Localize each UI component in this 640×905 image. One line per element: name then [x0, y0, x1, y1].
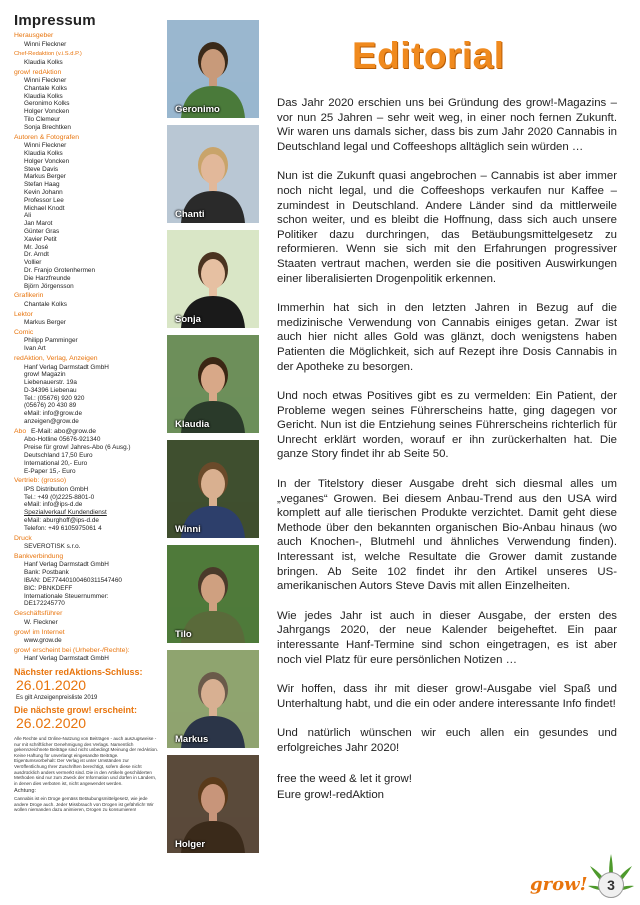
impressum-heading: Lektor	[14, 310, 33, 318]
impressum-item: Markus Berger	[24, 173, 66, 181]
editorial-paragraph: Das Jahr 2020 erschien uns bei Gründung des grow!-Magazins – vor nun 25 Jahren – sehr weit weg, in einer noch fernen Zukunft. Wir waren uns damals sicher, dass bis zum Jahr 2020 Cannabis in Deutschland legal und Coffeeshops alltäglich sein würden …	[277, 97, 617, 153]
impressum-item: eMail: info@grow.de	[24, 410, 82, 418]
impressum-item: grow! Magazin	[24, 371, 66, 379]
team-photo	[167, 545, 259, 643]
editorial-paragraph: Und noch etwas Positives gibt es zu vermelden: Ein Patient, der Probleme wegen seines Führerscheins hatte, ging dagegen vor Gericht. Nun ist die Entziehung seines Führerscheins richterlich für Unrecht erklärt worden, worauf er ihn zurückerhalten hat. Die ganze Story findet ihr ab Seite 50.	[277, 390, 617, 461]
impressum-item: Ivan Art	[24, 345, 46, 353]
impressum-heading: grow! erscheint bei (Urheber-/Rechte):	[14, 646, 130, 654]
editorial-closing	[277, 771, 617, 803]
team-photo	[167, 755, 259, 853]
abo-email-row	[14, 428, 160, 437]
impressum-item: Holger Voncken	[24, 157, 70, 165]
team-photo	[167, 230, 259, 328]
impressum-heading: Chef-Redaktion (v.i.S.d.P.)	[14, 51, 82, 58]
impressum-item: Tel.: +49 (0)2225-8801-0	[24, 493, 95, 501]
impressum-item: E-Paper 15,- Euro	[24, 467, 76, 475]
next-issue-label: Die nächste grow! erscheint:	[14, 705, 138, 716]
impressum-item: Steve Davis	[24, 165, 59, 173]
impressum-item: Abo-Hotline 05676-921340	[24, 436, 101, 444]
impressum-item: Sonja Brechtken	[24, 123, 71, 131]
impressum-item: Deutschland 17,50 Euro	[24, 451, 93, 459]
abo-email: E-Mail: abo@grow.de	[31, 427, 97, 435]
impressum-item: Die Harzfreunde	[24, 274, 71, 282]
impressum-item: Klaudia Kolks	[24, 58, 63, 66]
editorial-paragraph: Nun ist die Zukunft quasi angebrochen – Cannabis ist aber immer noch nicht legal, und die Coffeeshops verkaufen nur Kaffee – zumindest in Deutschland. Andere Länder sind da mittlerweile schon weiter, und es bleibt die Hoffnung, dass sich auch unsere Politiker dazu durchringen, das Betäubungsmittelgesetz zu reformieren. Wenn sie sich mit den Erfahrungen progressiver Staaten vertraut machen, werden sie die positiven Auswirkungen einer liberalisierten Drogenpolitik erkennen.	[277, 170, 617, 285]
impressum-item: SEVEROTISK s.r.o.	[24, 543, 81, 551]
impressum-item: Ali	[24, 212, 32, 220]
grow-logo: grow!	[530, 874, 588, 895]
photo-name-label: Winni	[175, 524, 201, 535]
impressum-heading: Vertrieb: (grosso)	[14, 477, 67, 485]
impressum-item: Liebenauerstr. 19a	[24, 379, 77, 387]
impressum-item: eMail: info@ips-d.de	[24, 501, 83, 509]
impressum-item: Spezialverkauf Kundendienst	[24, 509, 107, 517]
photo-name-label: Markus	[175, 734, 209, 745]
impressum-item: Jan Marot	[24, 220, 53, 228]
impressum-item: Stefan Haag	[24, 181, 60, 189]
impressum-item: Hanf Verlag Darmstadt GmbH	[24, 363, 109, 371]
impressum-blocks	[14, 32, 160, 663]
impressum-item: www.grow.de	[24, 637, 62, 645]
impressum-item: Dr. Arndt	[24, 251, 49, 259]
impressum-item: IPS Distribution GmbH	[24, 485, 89, 493]
impressum-heading: Geschäftsführer	[14, 610, 63, 618]
impressum-item: Philipp Pamminger	[24, 337, 78, 345]
photo-name-label: Sonja	[175, 314, 201, 325]
impressum-item: International 20,- Euro	[24, 459, 88, 467]
page-number: 3	[598, 872, 624, 898]
closing-slogan: free the weed & let it grow!	[277, 772, 412, 785]
impressum-heading: Grafikerin	[14, 292, 44, 300]
deadline-date: 26.01.2020	[16, 677, 87, 694]
impressum-item: (05676) 20 430 89	[24, 402, 77, 410]
impressum-item: DE172245770	[24, 600, 65, 608]
impressum-item: D-34396 Liebenau	[24, 386, 77, 394]
impressum-heading: redAktion, Verlag, Anzeigen	[14, 355, 98, 362]
fine-print: Alle Rechte und Online-Nutzung von Beiträgen - auch auszugsweise - nur mit schriftlicher Genehmigung des Verlags. Namentlich gekennzeichnete Beiträge sind nicht unbedingt Meinung der redAktion. Keine Haftung für unverlangt eingesandte Beiträge. Eigentumsvorbehalt: Der Verlag ist unter Umständen zur Veröffentlichung Ihrer Zuschriften berechtigt, sofern diese nicht ausdrücklich anders vermerkt sind. Die in den Artikeln geschilderten Methoden sind nur zum Zweck der Information und dürfen in Ländern, in denen dies verboten ist, nicht angewendet werden.	[14, 736, 159, 786]
impressum-item: Michael Knodt	[24, 204, 65, 212]
photo-name-label: Geronimo	[175, 104, 220, 115]
closing-signature: Eure grow!-redAktion	[277, 788, 384, 801]
impressum-item: Klaudia Kolks	[24, 149, 63, 157]
team-photo	[167, 335, 259, 433]
editorial-paragraph: Wir hoffen, dass ihr mit dieser grow!-Ausgabe viel Spaß und Unterhaltung habt, und die ein oder andere interessante Info findet!	[277, 683, 617, 710]
impressum-item: Chantale Kolks	[24, 84, 67, 92]
editorial-body	[277, 96, 617, 803]
impressum-item: Preise für grow! Jahres-Abo (6 Ausg.)	[24, 444, 131, 452]
impressum-item: Mr. José	[24, 243, 49, 251]
impressum-item: eMail: aburghoff@ips-d.de	[24, 517, 99, 525]
impressum-heading: grow! im Internet	[14, 628, 65, 636]
impressum-heading: Herausgeber	[14, 32, 54, 39]
impressum-item: anzeigen@grow.de	[24, 418, 79, 426]
photo-name-label: Holger	[175, 839, 206, 850]
impressum-item: Bank: Postbank	[24, 569, 69, 577]
impressum-item: Winni Fleckner	[24, 40, 67, 48]
impressum-item: Kevin Johann	[24, 188, 63, 196]
achtung-text: Cannabis ist ein Droge gemäss Betäubungsmittelgesetz, wie jede andere Droge auch. Jeder Missbrauch von Drogen ist gefährlich! Wir wollen niemanden dazu animieren, Drogen zu konsumieren!	[14, 796, 154, 813]
impressum-item: IBAN: DE77440100460311547460	[24, 577, 122, 585]
impressum-item: Günter Gras	[24, 227, 60, 235]
deadline-note: Es gilt Anzeigenpreisliste 2019	[16, 695, 98, 702]
impressum-title: Impressum	[14, 12, 96, 29]
impressum-item: Tel.: (05676) 920 920	[24, 394, 85, 402]
impressum-item: W. Fleckner	[24, 618, 58, 626]
impressum-item: Winni Fleckner	[24, 142, 67, 150]
editorial-paragraph: In der Titelstory dieser Ausgabe dreht sich diesmal alles um „veganes“ Growen. Bei diesem Anbau-Trend aus den USA wird komplett auf alle tierischen Produkte verzichtet. Damit geht diese Methode über den bekannten organischen Bio-Anbau hinaus (wo auch Knochen-, Blutmehl und ähnliches Verwendung finden). Interessant ist, welche Resultate die Grower damit zustande bringen. Ab Seite 102 findet ihr den Artikel unseres US-amerikanischen Autors Steve Davis mit allen Einzelheiten.	[277, 478, 617, 593]
impressum-heading: Abo	[14, 427, 27, 435]
team-photo	[167, 125, 259, 223]
deadline-label: Nächster redAktions-Schluss:	[14, 667, 143, 678]
impressum-item: Chantale Kolks	[24, 300, 67, 308]
impressum-heading: grow! redAktion	[14, 68, 62, 76]
impressum-column	[14, 12, 160, 813]
photo-name-label: Tilo	[175, 629, 192, 640]
impressum-item: Tilo Clemeur	[24, 116, 60, 124]
team-photo	[167, 440, 259, 538]
impressum-item: Björn Jörgensson	[24, 282, 74, 290]
editorial-paragraph: Immerhin hat sich in den letzten Jahren in Bezug auf die medizinische Verwendung von Cannabis einiges getan. Zwar ist auch hier nicht alles Gold was glänzt, doch wenigstens haben Patienten die Möglichkeit, sich auf Rezept ihre Dosis Cannabis in der Apotheke zu besorgen.	[277, 302, 617, 373]
impressum-item: Telefon: +49 6105975061 4	[24, 524, 102, 532]
achtung-label: Achtung:	[14, 788, 37, 795]
photo-name-label: Klaudia	[175, 419, 210, 430]
impressum-item: Hanf Verlag Darmstadt GmbH	[24, 655, 109, 663]
page-title: Editorial	[352, 35, 505, 76]
impressum-item: Geronimo Kolks	[24, 100, 70, 108]
impressum-item: Vollier	[24, 259, 42, 267]
team-photo	[167, 20, 259, 118]
team-photos	[167, 20, 259, 860]
impressum-item: Internationale Steuernummer:	[24, 592, 109, 600]
impressum-item: Winni Fleckner	[24, 77, 67, 85]
impressum-item: Markus Berger	[24, 319, 66, 327]
team-photo	[167, 650, 259, 748]
impressum-item: BIC: PBNKDEFF	[24, 584, 73, 592]
impressum-item: Xavier Petit	[24, 235, 57, 243]
impressum-item: Hanf Verlag Darmstadt GmbH	[24, 561, 109, 569]
impressum-heading: Bankverbindung	[14, 552, 64, 560]
editorial-paragraph: Wie jedes Jahr ist auch in dieser Ausgabe, der ersten des Jahrgangs 2020, der neue Kalender beigeheftet. Ein paar interessante Hanf-Termine sind schon eingetragen, es ist aber noch viel Platz für eure persönlichen Notizen …	[277, 609, 617, 666]
impressum-heading: Autoren & Fotografen	[14, 133, 79, 141]
photo-name-label: Chanti	[175, 209, 205, 220]
editorial-paragraph: Und natürlich wünschen wir euch allen ein gesundes und erfolgreiches Jahr 2020!	[277, 727, 617, 754]
impressum-item: Holger Voncken	[24, 108, 70, 116]
impressum-item: Dr. Franjo Grotenhermen	[24, 266, 96, 274]
next-issue-date: 26.02.2020	[16, 715, 87, 732]
impressum-heading: Comic	[14, 328, 34, 336]
impressum-heading: Druck	[14, 534, 32, 542]
editorial-paragraphs	[277, 96, 617, 756]
impressum-item: Klaudia Kolks	[24, 92, 63, 100]
impressum-item: Professor Lee	[24, 196, 64, 204]
